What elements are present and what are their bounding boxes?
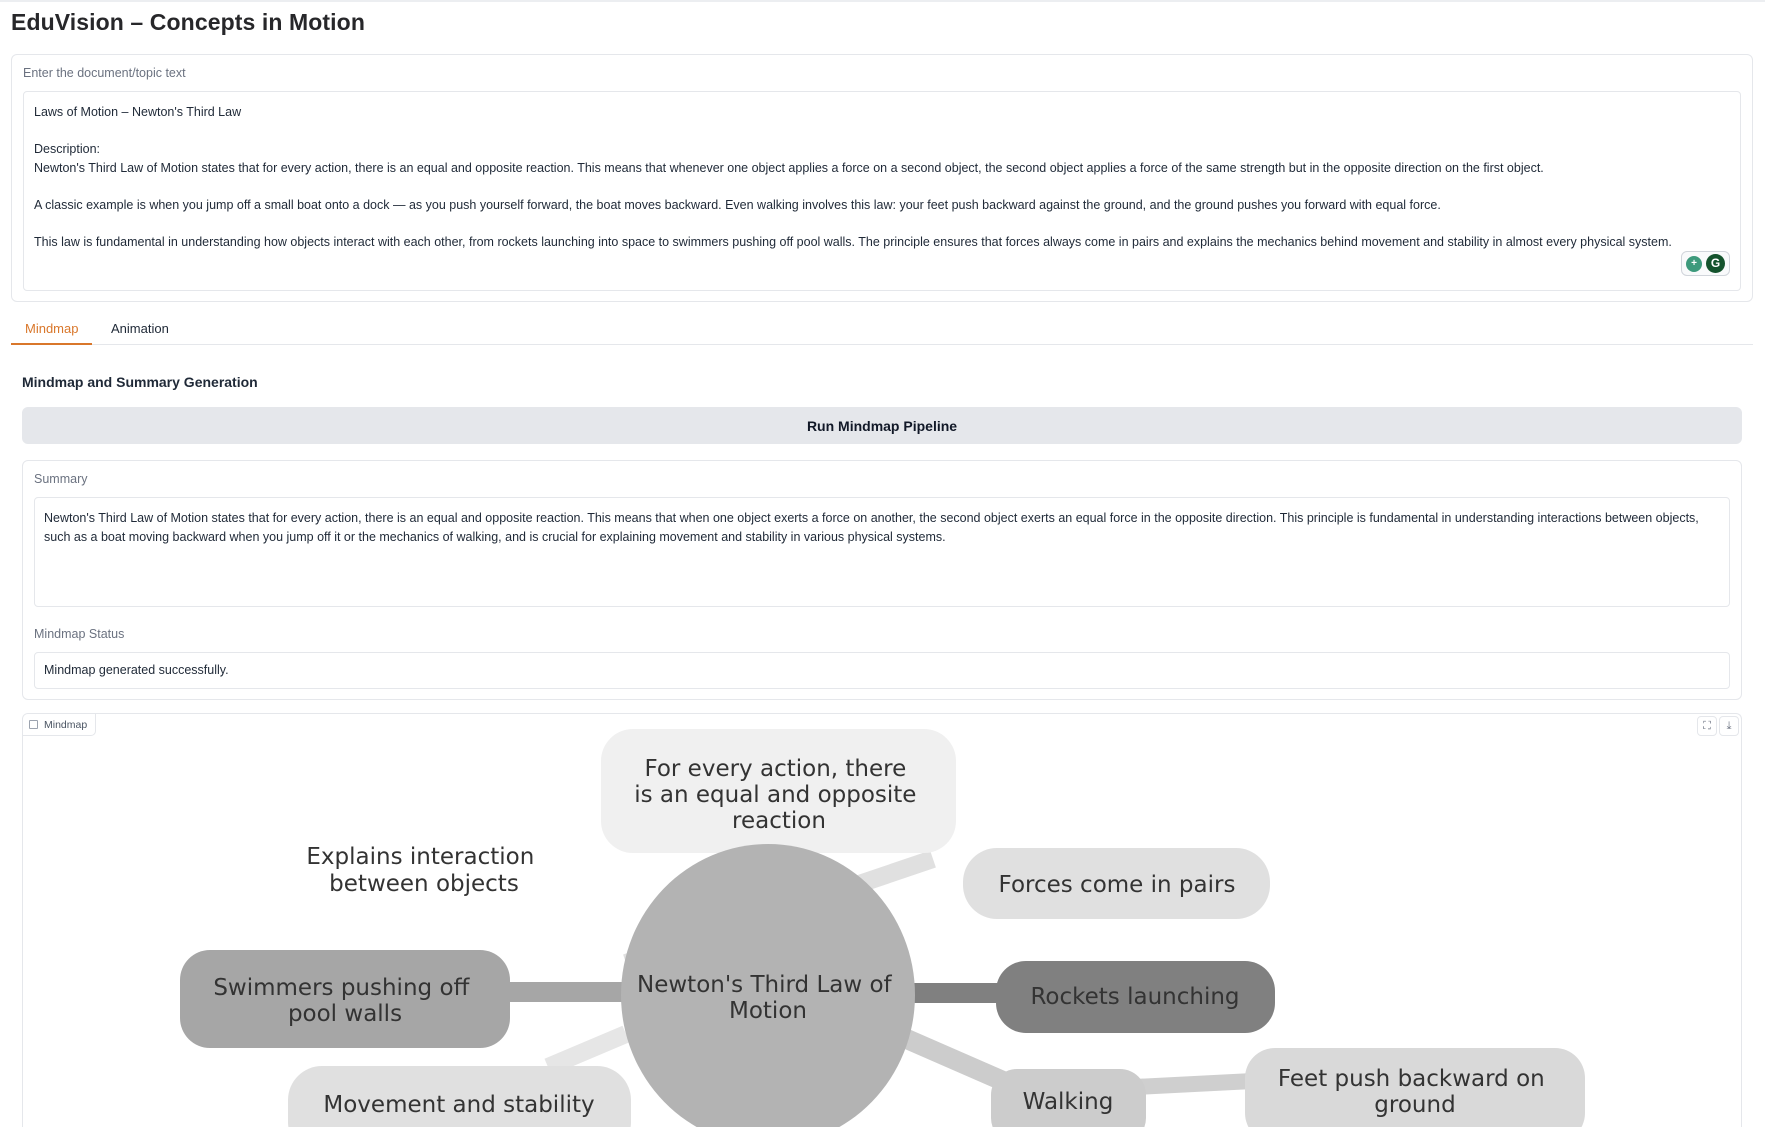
summary-label: Summary [34, 472, 88, 486]
node-swimmers-text: Swimmers pushing off pool walls [213, 975, 470, 1027]
tab-mindmap[interactable]: Mindmap [11, 321, 92, 345]
node-movement-stability-text: Movement and stability [323, 1092, 595, 1118]
outputs-panel [22, 460, 1742, 700]
image-icon [29, 720, 38, 729]
node-explains-interaction-text: Explains interaction between objects [306, 844, 535, 897]
edge-center-walking [893, 1033, 1003, 1081]
tab-animation[interactable]: Animation [111, 321, 169, 336]
doc-line-title: Laws of Motion – Newton's Third Law [34, 105, 242, 119]
edge-center-movement [548, 1034, 626, 1067]
node-walking-text: Walking [1022, 1089, 1114, 1115]
mindmap-image-label [23, 714, 96, 736]
doc-line-description-label: Description: [34, 142, 100, 157]
section-heading: Mindmap and Summary Generation [22, 374, 258, 390]
grammar-assistant-widget[interactable] [1681, 251, 1730, 276]
mindmap-image-label-text: Mindmap [44, 718, 88, 731]
document-textarea[interactable] [23, 91, 1741, 291]
doc-line-paragraph-1: Newton's Third Law of Motion states that for every action, there is an equal and opposite reaction. This means that whenever one object applies a force on a second object, the second object applies a force of the same strength but in the opposite direction on the first object. [34, 160, 1544, 175]
app-title: EduVision – Concepts in Motion [11, 9, 365, 35]
lightbulb-icon[interactable]: + [1686, 256, 1702, 272]
grammarly-icon[interactable]: G [1706, 254, 1725, 273]
mindmap-status-label: Mindmap Status [34, 627, 125, 641]
mindmap-status-textbox[interactable]: Mindmap generated successfully. [34, 652, 1730, 689]
node-action-reaction-text: For every action, there is an equal and opposite reaction [634, 756, 917, 834]
mindmap-canvas [23, 714, 1742, 1127]
document-input-panel [11, 54, 1753, 302]
fullscreen-icon[interactable]: ⛶ [1697, 716, 1717, 736]
doc-line-paragraph-2: A classic example is when you jump off a small boat onto a dock — as you push yourself forward, the boat moves backward. Even walking involves this law: your feet push backward against the ground, and the ground pushes you forward with equal force. [34, 197, 1441, 212]
node-feet-push-text: Feet push backward on ground [1277, 1066, 1545, 1118]
run-mindmap-button[interactable]: Run Mindmap Pipeline [22, 407, 1742, 444]
document-input-label: Enter the document/topic text [23, 66, 186, 80]
node-rockets-text: Rockets launching [1030, 984, 1240, 1010]
doc-line-paragraph-3: This law is fundamental in understanding how objects interact with each other, from rockets launching into space to swimmers pushing off pool walls. The principle ensures that forces always come in pairs and explains the mechanics behind movement and stability in almost every physical system. [34, 235, 1672, 250]
download-icon[interactable]: ⤓ [1719, 716, 1739, 736]
tab-bar [11, 315, 1753, 345]
summary-textbox[interactable]: Newton's Third Law of Motion states that for every action, there is an equal and opposite reaction. This means that when one object exerts a force on another, the second object exerts an equal force in the opposite direction. This principle is fundamental in understanding interactions between objects, such as a boat moving backward when you jump off it or the mechanics of walking, and is crucial for explaining movement and stability in various physical systems. [34, 497, 1730, 607]
node-forces-pairs-text: Forces come in pairs [998, 872, 1236, 898]
center-node-text: Newton's Third Law of Motion [637, 972, 892, 1024]
mindmap-image-panel [22, 713, 1742, 1127]
top-border [0, 0, 1765, 2]
